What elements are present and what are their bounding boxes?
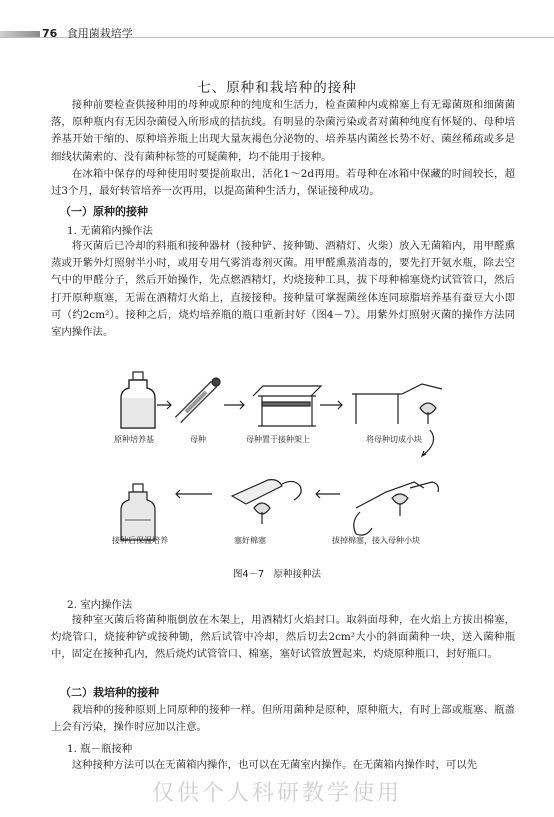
sub-heading-2: 2. 室内操作法 — [67, 599, 133, 611]
label-plug: 塞好棉塞 — [234, 536, 266, 545]
paragraph-bottle: 这种接种方法可以在无菌箱内操作，也可以在无菌室内操作。在无菌箱内操作时，可以先 — [71, 759, 478, 771]
arrow-4 — [422, 430, 434, 456]
incubation-bottle-drawing — [121, 484, 155, 540]
arrow-6 — [176, 490, 212, 498]
subsection-title-2: （二）栽培种的接种 — [60, 686, 159, 699]
watermark: 仅供个人科研教学使用 — [151, 781, 402, 806]
hand-inoculation-drawing — [354, 482, 439, 535]
arrow-3 — [320, 401, 342, 409]
paragraph-indoor: 接种室灭菌后将菌种瓶倒放在木架上，用酒精灯火焰封口。取斜面母种，在火焰上方拔出棉塞，灼烧管口，烧接种铲或接种锄，然后试管中冷却，然后切去2cm²大小的斜面菌种一块，送入菌种瓶中，固定在接种孔内，然后烧灼试管管口、棉塞，塞好试管放置起来，灼烧原种瓶口，封好瓶口。 — [51, 614, 515, 661]
sub-heading-1: 1. 无菌箱内操作法 — [67, 225, 153, 237]
label-bottle: 原种培养基 — [114, 435, 154, 444]
label-pull: 拔掉棉塞，接入母种小块 — [332, 536, 420, 545]
label-incubate: 接种后保温培养 — [112, 536, 168, 545]
arrow-2 — [224, 401, 244, 409]
paragraph-cultivation: 栽培种的接种原则上同原种的接种一样。但所用菌种是原种，原种瓶大，有时上部或瓶塞、瓶盖上会有污染，操作时应加以注意。 — [51, 704, 515, 734]
cutting-drawing — [352, 384, 442, 424]
sub-heading-3: 1. 瓶－瓶接种 — [67, 743, 133, 755]
paragraph-sterile-box: 将灭菌后已冷却的料瓶和接种器材（接种铲、接种锄、酒精灯、火柴）放入无菌箱内，用甲醛熏蒸或开紫外灯照射半小时，或用专用气雾消毒剂灭菌。用甲醛熏蒸消毒的，要先打开氨水瓶，除去空气中的甲醛分子，然后开始操作，先点燃酒精灯，灼烧接种工具，拔下母种棉塞烧灼试管管口，然后打开原种瓶塞，无需在酒精灯火焰上，直接接种。接种量可掌握菌丝体连同琼脂培养基有蚕豆大小即可（约2cm²）。接种之后，烧灼培养瓶的瓶口重新封好（图4－7）。用紫外灯照射灭菌的操作方法同室内操作法。 — [51, 240, 515, 339]
section-title: 七、原种和栽培种的接种 — [197, 80, 357, 96]
intro-paragraph-2: 在冰箱中保存的母种使用时要提前取出，活化1～2d再用。若母种在冰箱中保藏的时间较长，超过3个月，最好转管培养一次再用，以提高菌种生活力，保证接种成功。 — [51, 168, 515, 198]
tube-rack-drawing — [253, 386, 321, 426]
label-mother: 母种 — [190, 435, 206, 444]
culture-bottle-drawing — [121, 372, 155, 428]
subsection-title-1: （一）原种的接种 — [60, 205, 148, 218]
intro-paragraph-1: 接种前要检查供接种用的母种或原种的纯度和生活力，检查菌种内或棉塞上有无霉菌斑和细菌菌落，原种瓶内有无因杂菌侵入所形成的拮抗线。有明显的杂菌污染或者对菌种纯度有怀疑的、母种培养基开始干缩的、原种培养瓶上出现大量灰褐色分泌物的、培养基内菌丝长势不好、菌丝稀疏或多是细线状菌索的、没有菌种标签的可疑菌种，均不能用于接种。 — [51, 99, 515, 163]
plugging-drawing — [232, 480, 301, 524]
book-title: 食用菌栽培学 — [66, 27, 133, 40]
label-cut: 将母种切成小块 — [366, 435, 422, 444]
figure-caption: 图4－7 原种接种法 — [232, 569, 322, 580]
label-rack: 母种置于接种架上 — [246, 435, 310, 444]
arrow-5 — [316, 490, 340, 498]
test-tube-drawing — [178, 378, 220, 420]
page-number: 76 — [42, 27, 58, 40]
arrow-1 — [157, 401, 171, 409]
